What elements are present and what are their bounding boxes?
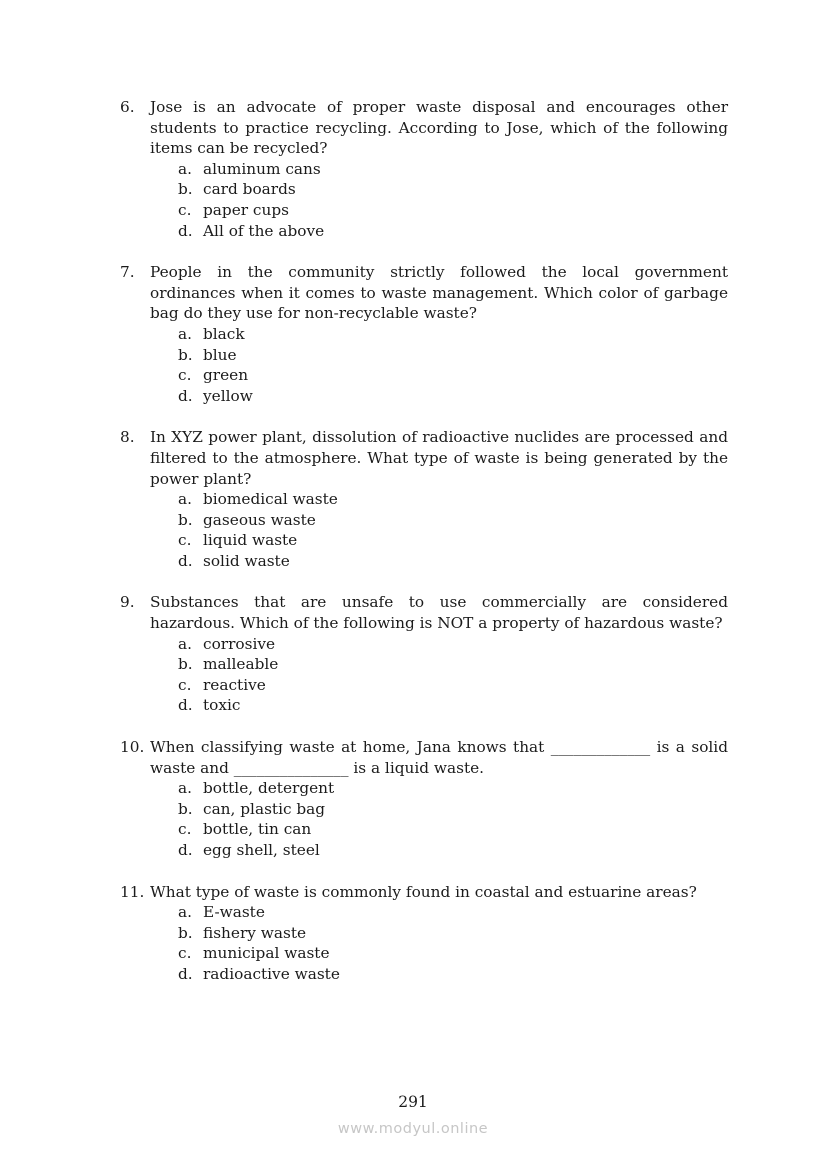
option-text: solid waste xyxy=(203,551,290,570)
option-text: card boards xyxy=(203,180,296,199)
question xyxy=(120,262,728,406)
question-text: In XYZ power plant, dissolution of radioactive nuclides are processed and filtered to the atmosphere. What type of waste is being generated by the power plant? xyxy=(150,428,728,488)
option-letter: a. xyxy=(178,324,192,343)
option-letter: b. xyxy=(178,655,193,674)
option-row xyxy=(178,943,728,964)
option-text: liquid waste xyxy=(203,531,298,550)
question-number: 9. xyxy=(120,593,135,612)
option-letter: d. xyxy=(178,964,193,983)
option-letter: d. xyxy=(178,841,193,859)
option-letter: c. xyxy=(178,944,192,963)
question xyxy=(120,427,728,571)
question-number: 6. xyxy=(120,98,135,116)
option-letter: d. xyxy=(178,551,193,570)
option-row xyxy=(178,345,728,366)
option-row xyxy=(178,159,728,180)
question-number: 8. xyxy=(120,428,135,447)
option-letter: c. xyxy=(178,531,192,550)
option-letter: a. xyxy=(178,779,192,798)
option-text: green xyxy=(203,366,249,385)
option-row xyxy=(178,654,728,675)
option-letter: a. xyxy=(178,634,192,653)
option-text: egg shell, steel xyxy=(203,841,320,859)
watermark-url: www.modyul.online xyxy=(337,1121,489,1137)
option-row xyxy=(178,840,728,861)
option-letter: c. xyxy=(178,366,192,385)
question xyxy=(120,97,728,241)
option-row xyxy=(178,221,728,242)
option-row xyxy=(178,923,728,944)
option-row xyxy=(178,819,728,840)
option-letter: b. xyxy=(178,345,193,364)
option-text: fishery waste xyxy=(203,923,307,942)
option-row xyxy=(178,551,728,572)
question xyxy=(120,737,728,861)
option-text: malleable xyxy=(203,655,279,674)
option-letter: a. xyxy=(178,903,192,922)
option-letter: b. xyxy=(178,510,193,529)
question-text: Jose is an advocate of proper waste disposal and encourages other students to practice recycling. According to Jose, which of the following items can be recycled? xyxy=(150,98,728,158)
option-letter: a. xyxy=(178,159,192,178)
options-list xyxy=(178,778,728,860)
option-text: yellow xyxy=(203,386,253,405)
question xyxy=(120,882,728,985)
option-row xyxy=(178,510,728,531)
option-letter: d. xyxy=(178,696,193,715)
option-text: biomedical waste xyxy=(203,490,338,509)
option-text: E-waste xyxy=(203,903,265,922)
option-row xyxy=(178,634,728,655)
option-text: blue xyxy=(203,345,237,364)
option-letter: c. xyxy=(178,820,192,839)
option-letter: b. xyxy=(178,799,193,818)
option-text: All of the above xyxy=(203,221,325,240)
option-letter: d. xyxy=(178,221,193,240)
option-row xyxy=(178,695,728,716)
question-text: When classifying waste at home, Jana knows that _____________ is a solid waste and _______________ is a liquid waste. xyxy=(150,738,728,777)
option-row xyxy=(178,530,728,551)
question-text: Substances that are unsafe to use commercially are considered hazardous. Which of the following is NOT a property of hazardous waste? xyxy=(150,593,728,633)
option-row xyxy=(178,200,728,221)
option-text: corrosive xyxy=(203,634,276,653)
options-list xyxy=(178,634,728,716)
options-list xyxy=(178,902,728,984)
option-text: toxic xyxy=(203,696,241,715)
option-row xyxy=(178,386,728,407)
questions-section xyxy=(120,97,728,1006)
option-row xyxy=(178,902,728,923)
option-letter: a. xyxy=(178,490,192,509)
option-letter: c. xyxy=(178,675,192,694)
options-list xyxy=(178,489,728,571)
question-number: 11. xyxy=(120,882,145,901)
option-text: gaseous waste xyxy=(203,510,316,529)
option-letter: d. xyxy=(178,386,193,405)
option-text: bottle, tin can xyxy=(203,820,312,839)
question xyxy=(120,592,728,716)
options-list xyxy=(178,159,728,241)
option-row xyxy=(178,799,728,820)
option-letter: b. xyxy=(178,923,193,942)
option-letter: b. xyxy=(178,180,193,199)
option-row xyxy=(178,778,728,799)
option-text: paper cups xyxy=(203,200,289,219)
option-letter: c. xyxy=(178,200,192,219)
option-text: radioactive waste xyxy=(203,964,340,983)
question-text: What type of waste is commonly found in coastal and estuarine areas? xyxy=(150,882,697,901)
option-row xyxy=(178,489,728,510)
question-number: 10. xyxy=(120,738,145,757)
option-text: bottle, detergent xyxy=(203,779,335,798)
option-text: can, plastic bag xyxy=(203,799,326,818)
option-text: reactive xyxy=(203,675,266,694)
option-row xyxy=(178,964,728,985)
question-number: 7. xyxy=(120,263,135,282)
question-text: People in the community strictly followed the local government ordinances when it comes to waste management. Which color of garbage bag do they use for non-recyclable waste? xyxy=(150,263,728,323)
options-list xyxy=(178,324,728,406)
option-row xyxy=(178,324,728,345)
option-row xyxy=(178,179,728,200)
option-text: black xyxy=(203,324,245,343)
option-text: municipal waste xyxy=(203,944,330,963)
option-row xyxy=(178,675,728,696)
page-number: 291 xyxy=(398,1093,428,1111)
option-text: aluminum cans xyxy=(203,159,321,178)
option-row xyxy=(178,365,728,386)
